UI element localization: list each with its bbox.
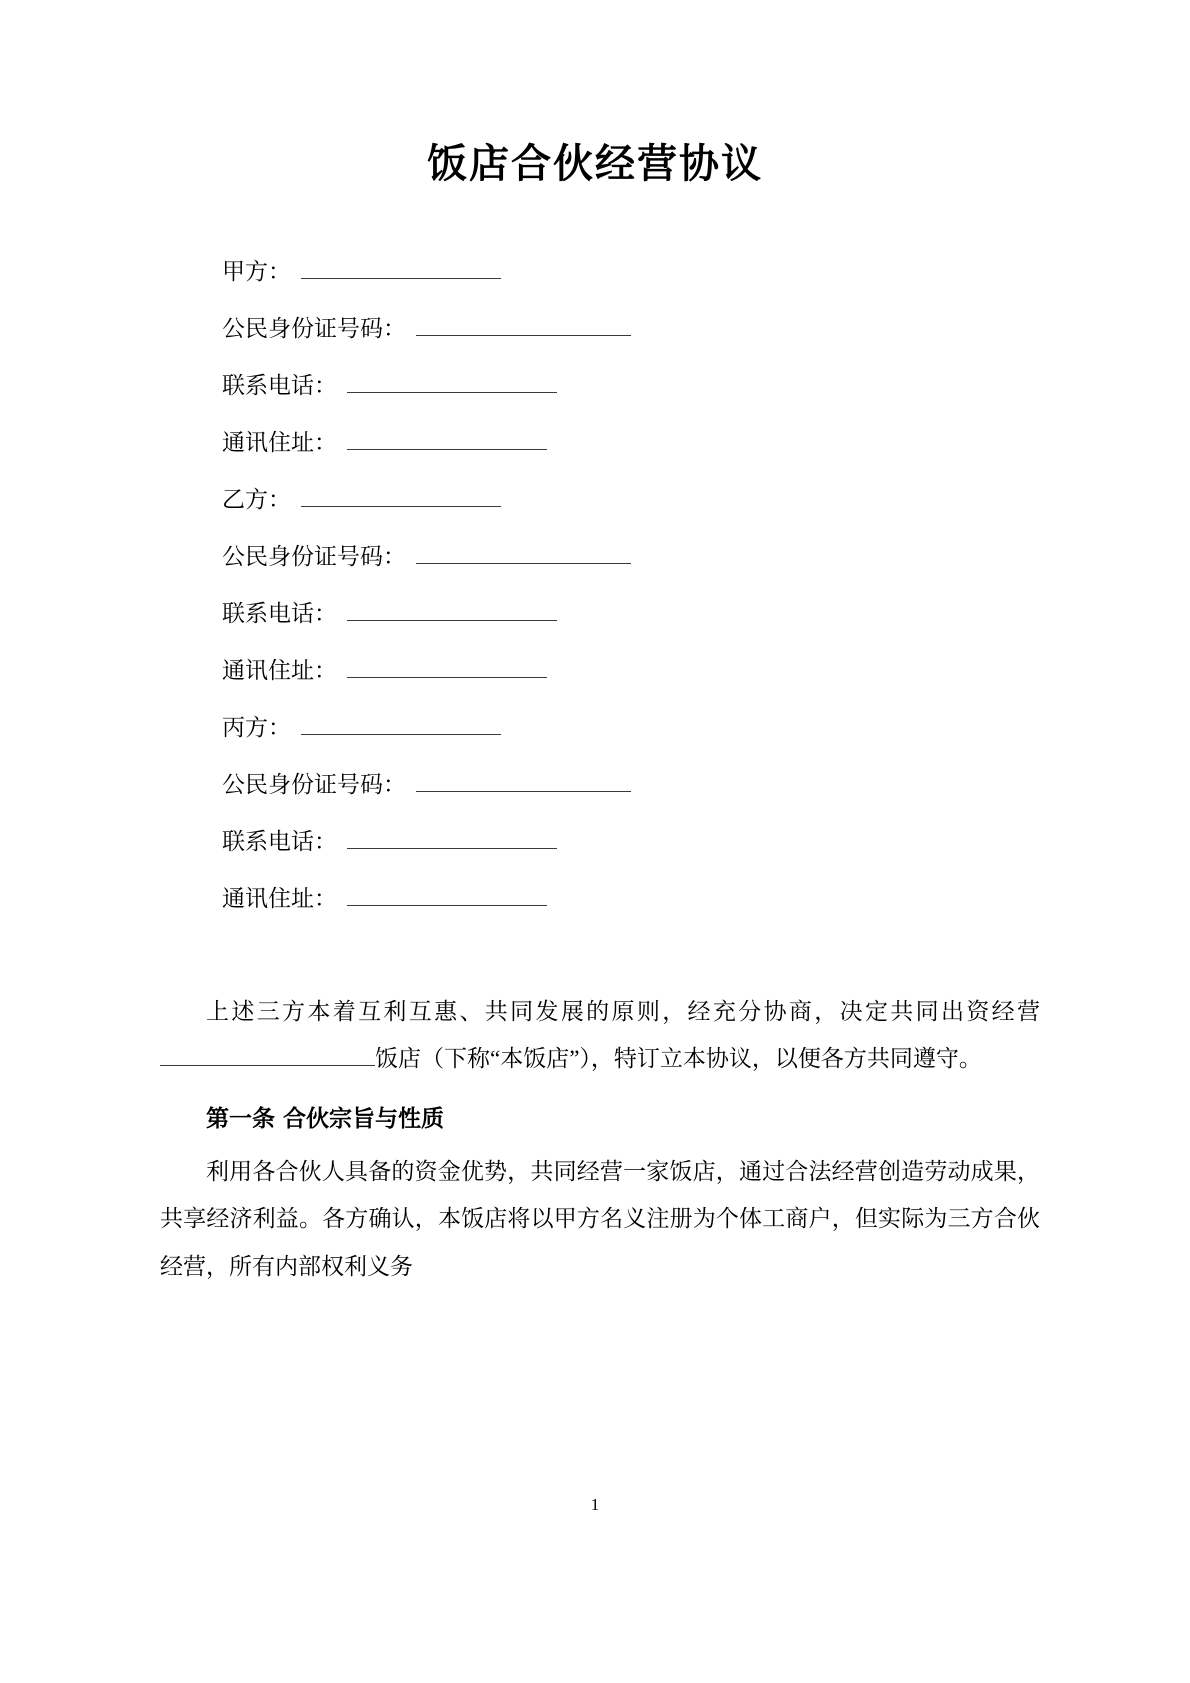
party-field-yifang-id (222, 545, 1050, 568)
field-label: 联系电话： (222, 601, 337, 626)
party-field-bingfang-address (222, 887, 1050, 910)
field-label: 联系电话： (222, 373, 337, 398)
preamble-text-part1: 上述三方本着互利互惠、共同发展的原则，经充分协商，决定共同出资经营 (206, 999, 1040, 1024)
preamble-paragraph (160, 988, 1040, 1082)
party-field-jiafang-address (222, 431, 1050, 454)
party-field-jiafang-id (222, 317, 1050, 340)
preamble-text-part2: 饭店（下称“本饭店”），特订立本协议，以便各方共同遵守。 (375, 1046, 982, 1072)
field-label: 公民身份证号码： (222, 544, 406, 569)
field-label: 甲方： (222, 259, 291, 284)
field-label: 公民身份证号码： (222, 316, 406, 341)
field-label: 通讯住址： (222, 430, 337, 455)
field-label: 联系电话： (222, 829, 337, 854)
document-body (0, 988, 1190, 1290)
fill-in-blank[interactable] (347, 603, 557, 621)
fill-in-blank[interactable] (347, 660, 547, 678)
field-label: 通讯住址： (222, 658, 337, 683)
party-field-bingfang-name (222, 716, 1050, 739)
party-field-bingfang-phone (222, 830, 1050, 853)
section-one-paragraph: 利用各合伙人具备的资金优势，共同经营一家饭店，通过合法经营创造劳动成果，共享经济利益。各方确认，本饭店将以甲方名义注册为个体工商户，但实际为三方合伙经营，所有内部权利义务 (160, 1159, 1040, 1279)
party-field-bingfang-id (222, 773, 1050, 796)
field-label: 公民身份证号码： (222, 772, 406, 797)
party-information-block (0, 260, 1190, 910)
field-label: 通讯住址： (222, 886, 337, 911)
page-number: 1 (590, 1495, 600, 1514)
party-field-yifang-phone (222, 602, 1050, 625)
page-title: 饭店合伙经营协议 (427, 141, 763, 187)
section-heading-one: 第一条 合伙宗旨与性质 (206, 1106, 445, 1133)
fill-in-blank[interactable] (416, 318, 631, 336)
fill-in-blank[interactable] (347, 432, 547, 450)
fill-in-blank[interactable] (416, 774, 631, 792)
fill-in-blank[interactable] (416, 546, 631, 564)
fill-in-blank[interactable] (301, 489, 501, 507)
field-label: 丙方： (222, 715, 291, 740)
party-field-jiafang-phone (222, 374, 1050, 397)
fill-in-blank[interactable] (301, 261, 501, 279)
restaurant-name-blank[interactable] (160, 1048, 375, 1066)
field-label: 乙方： (222, 487, 291, 512)
fill-in-blank[interactable] (301, 717, 501, 735)
party-field-jiafang-name (222, 260, 1050, 283)
party-field-yifang-name (222, 488, 1050, 511)
fill-in-blank[interactable] (347, 888, 547, 906)
fill-in-blank[interactable] (347, 375, 557, 393)
fill-in-blank[interactable] (347, 831, 557, 849)
party-field-yifang-address (222, 659, 1050, 682)
